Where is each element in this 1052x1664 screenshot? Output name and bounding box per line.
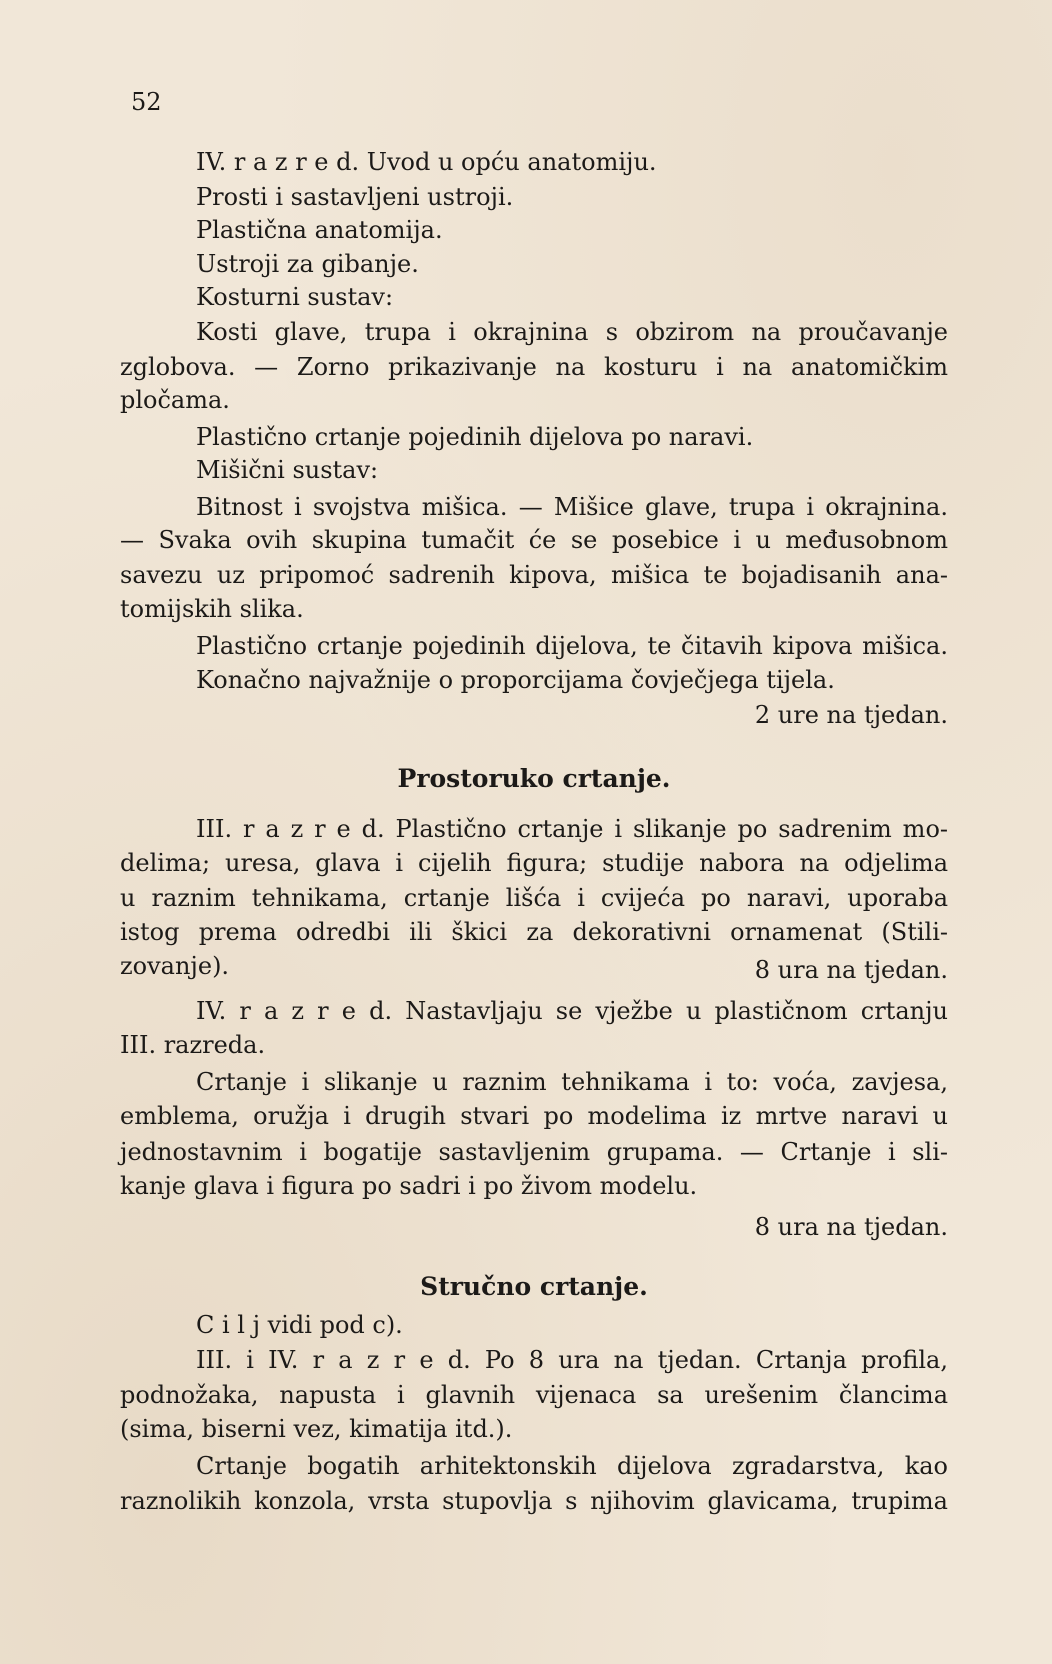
text-line: (sima, biserni vez, kimatija itd.). <box>120 1415 513 1443</box>
text-line: Plastična anatomija. <box>196 216 443 244</box>
text-line: delima; uresa, glava i cijelih figura; studije nabora na odjelima <box>120 849 948 877</box>
text-line: Crtanje bogatih arhitektonskih dijelova zgradarstva, kao <box>196 1452 948 1480</box>
text-line: Crtanje i slikanje u raznim tehnikama i to: voća, zavjesa, <box>196 1068 948 1096</box>
text-line: Konačno najvažnije o proporcijama čovječjega tijela. <box>196 666 835 694</box>
text-line: Mišični sustav: <box>196 456 379 484</box>
text-line: zovanje). <box>120 952 230 980</box>
text-line: podnožaka, napusta i glavnih vijenaca sa urešenim člancima <box>120 1381 948 1409</box>
text-line: tomijskih slika. <box>120 595 304 623</box>
text-line: — Svaka ovih skupina tumačit će se posebice i u međusobnom <box>120 526 948 554</box>
text-line: istog prema odredbi ili škici za dekorativni ornamenat (Stili- <box>120 918 948 946</box>
text-line: Kosti glave, trupa i okrajnina s obzirom na proučavanje <box>196 318 948 346</box>
text-line: zglobova. — Zorno prikazivanje na kosturu i na anatomičkim <box>120 353 948 381</box>
text-line: Prosti i sastavljeni ustroji. <box>196 183 514 211</box>
text-line: u raznim tehnikama, crtanje lišća i cvijeća po naravi, uporaba <box>120 884 948 912</box>
text-line: 2 ure na tjedan. <box>754 701 948 729</box>
text-line: pločama. <box>120 386 230 414</box>
text-line: III. i IV. r a z r e d. Po 8 ura na tjedan. Crtanja profila, <box>196 1346 948 1374</box>
text-line: emblema, oružja i drugih stvari po modelima iz mrtve naravi u <box>120 1102 948 1130</box>
text-line: Plastično crtanje pojedinih dijelova po naravi. <box>196 423 754 451</box>
text-line: 8 ura na tjedan. <box>754 1213 948 1241</box>
text-line: jednostavnim i bogatije sastavljenim grupama. — Crtanje i sli- <box>120 1138 948 1166</box>
text-line: III. r a z r e d. Plastično crtanje i slikanje po sadrenim mo- <box>196 815 948 843</box>
page-number: 52 <box>131 88 162 116</box>
text-line: Plastično crtanje pojedinih dijelova, te čitavih kipova mišica. <box>196 632 948 660</box>
section-heading: Stručno crtanje. <box>420 1272 648 1301</box>
text-line: Kosturni sustav: <box>196 283 394 311</box>
text-line: savezu uz pripomoć sadrenih kipova, mišica te bojadisanih ana- <box>120 561 948 589</box>
text-line: raznolikih konzola, vrsta stupovlja s njihovim glavicama, trupima <box>120 1487 948 1515</box>
section-heading: Prostoruko crtanje. <box>397 764 671 793</box>
text-line: III. razreda. <box>120 1031 266 1059</box>
text-line: IV. r a z r e d. Uvod u opću anatomiju. <box>196 148 657 176</box>
text-line: Bitnost i svojstva mišica. — Mišice glave, trupa i okrajnina. <box>196 493 948 521</box>
text-line: 8 ura na tjedan. <box>754 956 948 984</box>
text-line: kanje glava i figura po sadri i po živom modelu. <box>120 1172 698 1200</box>
text-line: C i l j vidi pod c). <box>196 1311 403 1339</box>
text-line: Ustroji za gibanje. <box>196 250 419 278</box>
text-line: IV. r a z r e d. Nastavljaju se vježbe u plastičnom crtanju <box>196 997 948 1025</box>
